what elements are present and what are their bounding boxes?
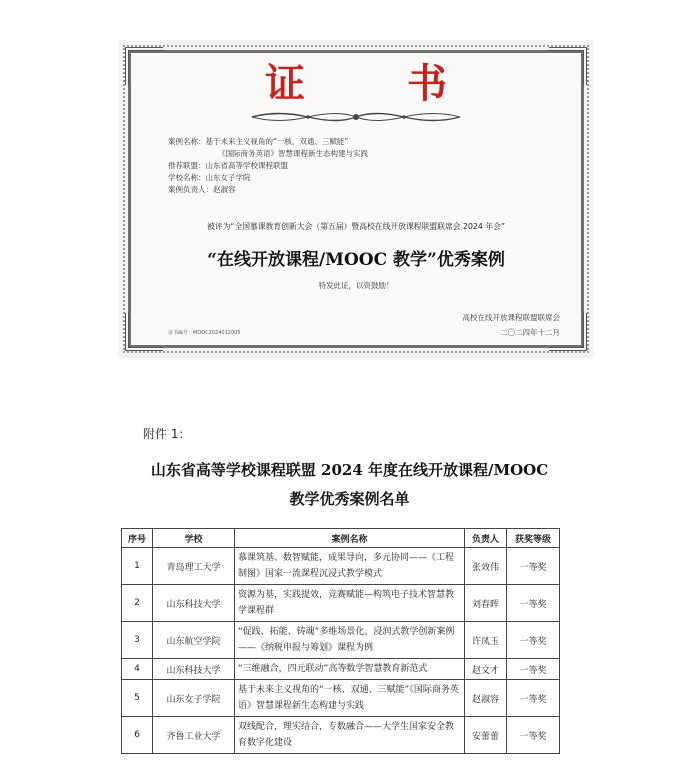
- alliance-value: 山东省高等学校课程联盟: [205, 161, 288, 170]
- certificate-fields: [168, 136, 568, 196]
- alliance-row: 推荐联盟：山东省高等学校课程联盟: [168, 161, 288, 170]
- encouragement-note: 特发此证，以资鼓励！: [318, 281, 394, 290]
- certificate-title: 证 书: [265, 60, 491, 107]
- award-headline: “在线开放课程/MOOC 教学”优秀案例: [207, 250, 505, 270]
- cell-level: 一等奖: [507, 717, 560, 754]
- cell-school: 青岛理工大学: [153, 548, 235, 585]
- cell-no: 6: [122, 717, 153, 754]
- leader-row: 案例负责人：赵淑容: [168, 185, 236, 194]
- cell-no: 3: [122, 622, 153, 659]
- cell-school: 山东航空学院: [153, 622, 235, 659]
- cell-no: 2: [122, 585, 153, 622]
- cell-leader: 赵文才: [465, 659, 507, 680]
- ornament-corner-icon: [125, 313, 163, 351]
- cell-level: 一等奖: [507, 548, 560, 585]
- cell-case: 资源为基，实践提效，竞赛赋能—构筑电子技术智慧教学课程群: [235, 585, 465, 622]
- cell-case: 基于未来主义视角的“一核、双通、三赋能”《国际商务英语》智慧课程新生态构建与实践: [235, 680, 465, 717]
- cell-no: 4: [122, 659, 153, 680]
- cell-school: 山东女子学院: [153, 680, 235, 717]
- header-school: 学校: [153, 529, 235, 548]
- cell-no: 5: [122, 680, 153, 717]
- cell-level: 一等奖: [507, 622, 560, 659]
- attachment-label: 附件 1：: [143, 427, 191, 441]
- cell-level: 一等奖: [507, 585, 560, 622]
- table-row: [122, 585, 560, 622]
- cell-leader: 张效伟: [465, 548, 507, 585]
- document-title-line2: 教学优秀案例名单: [289, 490, 410, 508]
- school-row: 学校名称：山东女子学院: [168, 173, 251, 182]
- certificate-number: 证书编号：MOOC2024012005: [168, 330, 241, 336]
- cell-case: 慕课筑基、数智赋能，成果导向，多元协同——《工程制图》国家一流课程沉浸式教学模式: [235, 548, 465, 585]
- cell-case: “促践、拓能、铸魂”多维场景化、浸润式教学创新案例——《纳税申报与筹划》课程为例: [235, 622, 465, 659]
- cell-leader: 许凤玉: [465, 622, 507, 659]
- award-text: 被评为“全国慕课教育创新大会（第五届）暨高校在线开放课程联盟联席会 2024 年会”: [207, 222, 505, 231]
- table-row: [122, 548, 560, 585]
- header-no: 序号: [122, 529, 153, 548]
- case-name-row: 案例名称：基于未来主义视角的“一核、双通、三赋能”: [168, 137, 349, 146]
- table-row: [122, 659, 560, 680]
- school-value: 山东女子学院: [205, 173, 251, 182]
- cell-level: 一等奖: [507, 680, 560, 717]
- table-row: [122, 680, 560, 717]
- cell-level: 一等奖: [507, 659, 560, 680]
- cell-school: 山东科技大学: [153, 659, 235, 680]
- cell-case: “三维融合，四元联动”高等数学智慧教育新范式: [235, 659, 465, 680]
- table-row: [122, 622, 560, 659]
- header-case: 案例名称: [235, 529, 465, 548]
- cell-school: 山东科技大学: [153, 585, 235, 622]
- cell-case: 双线配合，理实结合，专数融合——大学生国家安全教育数字化建设: [235, 717, 465, 754]
- cell-no: 1: [122, 548, 153, 585]
- table-row: [122, 717, 560, 754]
- issuer-block: [463, 310, 561, 340]
- cell-school: 齐鲁工业大学: [153, 717, 235, 754]
- cell-leader: 安蕾蕾: [465, 717, 507, 754]
- ornament-divider-icon: [248, 110, 464, 124]
- header-level: 获奖等级: [507, 529, 560, 548]
- leader-value: 赵淑容: [213, 185, 236, 194]
- document-title-line1: 山东省高等学校课程联盟 2024 年度在线开放课程/MOOC: [150, 461, 549, 479]
- document-title: [0, 456, 699, 514]
- cell-leader: 赵淑容: [465, 680, 507, 717]
- cell-leader: 刘春晖: [465, 585, 507, 622]
- table-header-row: [122, 529, 560, 548]
- issuer-name: 高校在线开放课程联盟联席会: [462, 313, 560, 322]
- certificate: [118, 40, 594, 358]
- header-leader: 负责人: [465, 529, 507, 548]
- issue-date: 二〇二四年十二月: [500, 328, 560, 337]
- awards-table: [121, 528, 560, 754]
- case-name-line2: 《国际商务英语》智慧课程新生态构建与实践: [218, 149, 368, 158]
- case-name-line1: 基于未来主义视角的“一核、双通、三赋能”: [205, 137, 349, 146]
